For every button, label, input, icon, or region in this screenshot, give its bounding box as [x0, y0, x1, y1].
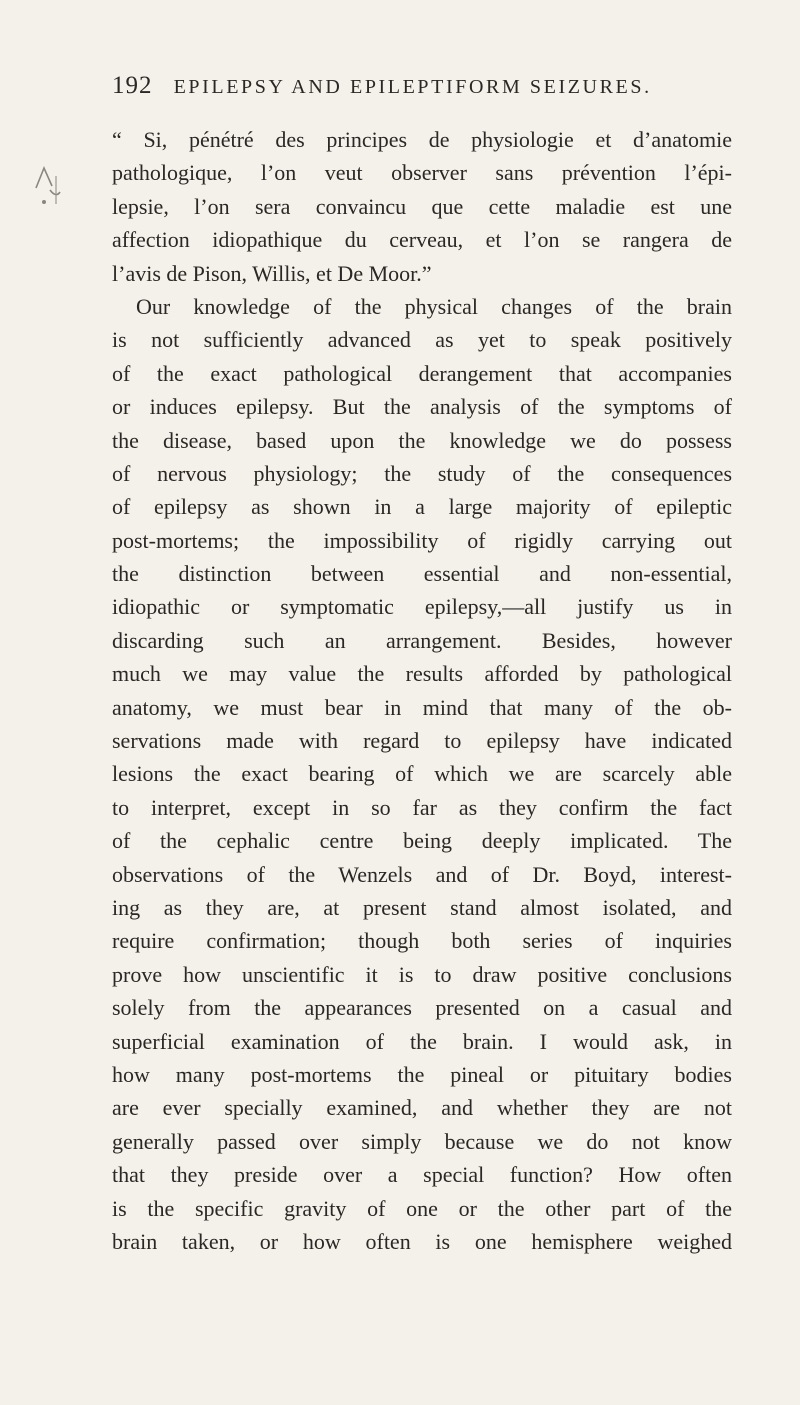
running-head	[112, 72, 732, 108]
text-line: post-mortems; the impossibility of rigidly carrying out	[112, 527, 732, 553]
text-line: discarding such an arrangement. Besides, however	[112, 627, 732, 653]
text-line: lepsie, l’on sera convaincu que cette maladie est une	[112, 193, 732, 219]
text-line: much we may value the results afforded by pathological	[112, 661, 732, 687]
text-line: idiopathic or symptomatic epilepsy,—all justify us in	[112, 594, 732, 620]
text-line: “ Si, pénétré des principes de physiologie et d’anatomie	[112, 127, 732, 152]
text-line: is the specific gravity of one or the other part of the	[112, 1195, 732, 1221]
text-line: are ever specially examined, and whether they are not	[112, 1095, 732, 1121]
text-line: that they preside over a special function? How often	[112, 1162, 732, 1188]
text-line: to interpret, except in so far as they confirm the fact	[112, 794, 732, 820]
text-line: observations of the Wenzels and of Dr. Boyd, interest-	[112, 861, 732, 887]
text-line: of the cephalic centre being deeply implicated. The	[112, 828, 732, 854]
text-line: prove how unscientific it is to draw positive conclusions	[112, 961, 732, 987]
text-line: ing as they are, at present stand almost isolated, and	[112, 894, 732, 920]
pencil-mark-icon	[30, 148, 70, 208]
text-line: lesions the exact bearing of which we are scarcely able	[112, 761, 732, 787]
text-line: Our knowledge of the physical changes of the brain	[136, 293, 732, 319]
page-number: 192	[112, 72, 153, 99]
text-line: solely from the appearances presented on a casual and	[112, 995, 732, 1021]
text-line: how many post-mortems the pineal or pituitary bodies	[112, 1061, 732, 1087]
text-line: or induces epilepsy. But the analysis of the symptoms of	[112, 394, 732, 420]
text-line: require confirmation; though both series of inquiries	[112, 928, 732, 954]
text-line: brain taken, or how often is one hemisphere weighed	[112, 1228, 732, 1254]
text-line: pathologique, l’on veut observer sans prévention l’épi-	[112, 160, 732, 186]
text-line: of nervous physiology; the study of the consequences	[112, 460, 732, 486]
text-line: superficial examination of the brain. I would ask, in	[112, 1028, 732, 1054]
text-line: l’avis de Pison, Willis, et De Moor.”	[112, 260, 432, 286]
text-line: of the exact pathological derangement that accompanies	[112, 360, 732, 386]
body-text	[112, 123, 732, 1258]
text-line: affection idiopathique du cerveau, et l’on se rangera de	[112, 227, 732, 253]
text-line: generally passed over simply because we do not know	[112, 1128, 732, 1154]
text-line: anatomy, we must bear in mind that many of the ob-	[112, 694, 732, 720]
text-line: is not sufficiently advanced as yet to speak positively	[112, 327, 732, 353]
text-line: the distinction between essential and non-essential,	[112, 561, 732, 587]
running-title: EPILEPSY AND EPILEPTIFORM SEIZURES.	[173, 76, 652, 98]
text-line: servations made with regard to epilepsy have indicated	[112, 728, 732, 754]
text-line: the disease, based upon the knowledge we do possess	[112, 427, 732, 453]
text-line: of epilepsy as shown in a large majority of epileptic	[112, 494, 732, 520]
